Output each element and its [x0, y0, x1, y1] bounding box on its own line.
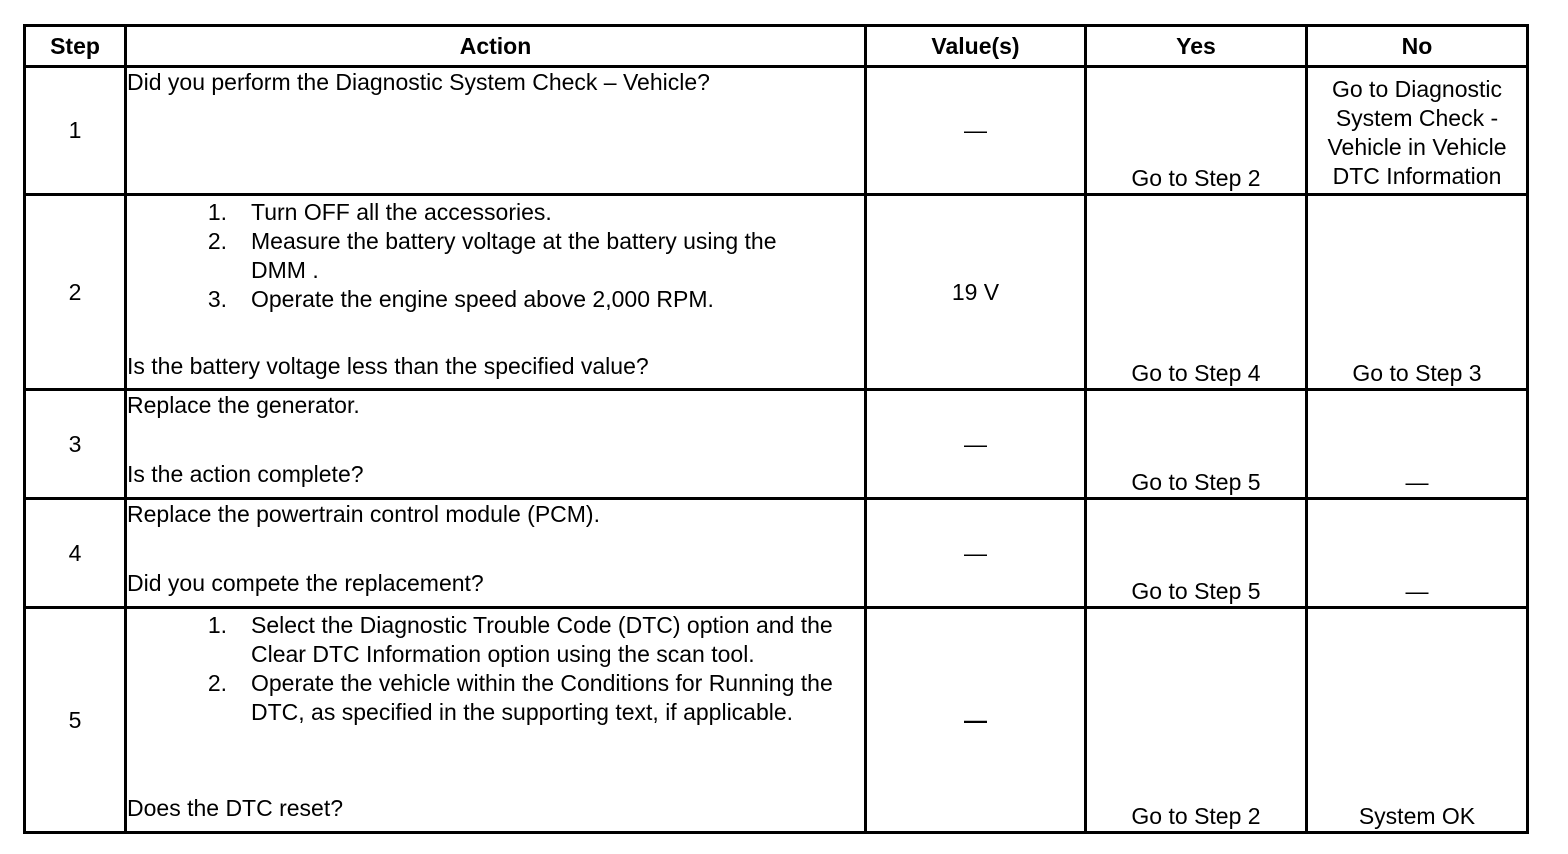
diagnostic-table [23, 24, 1529, 834]
value-cell: 19 V [866, 195, 1086, 390]
action-question: Is the action complete? [127, 461, 364, 487]
action-text: Replace the powertrain control module (PCM). [127, 501, 600, 527]
value-cell: — [866, 67, 1086, 195]
action-cell [126, 608, 866, 833]
list-item: 2. Operate the vehicle within the Conditions for Running the DTC, as specified in the supporting text, if applicable. [207, 670, 833, 725]
no-cell: Go to Step 3 [1307, 195, 1528, 390]
list-item: 1. Turn OFF all the accessories. [207, 199, 552, 225]
action-question: Did you compete the replacement? [127, 570, 484, 596]
action-cell [126, 390, 866, 499]
header-values: Value(s) [866, 26, 1086, 67]
step-number: 3 [25, 390, 126, 499]
step-number: 1 [25, 67, 126, 195]
no-cell: Go to Diagnostic System Check - Vehicle in Vehicle DTC Information [1307, 67, 1528, 195]
substep-list [127, 611, 864, 727]
action-question: Is the battery voltage less than the specified value? [127, 353, 649, 379]
step-number: 4 [25, 499, 126, 608]
yes-cell: Go to Step 2 [1086, 608, 1307, 833]
yes-cell: Go to Step 5 [1086, 390, 1307, 499]
list-item: 1. Select the Diagnostic Trouble Code (DTC) option and the Clear DTC Information option using the scan tool. [207, 612, 833, 667]
table-row [25, 195, 1528, 390]
header-action: Action [126, 26, 866, 67]
value-cell: — [866, 608, 1086, 833]
table-row [25, 390, 1528, 499]
step-number: 5 [25, 608, 126, 833]
header-row [25, 26, 1528, 67]
step-number: 2 [25, 195, 126, 390]
action-question: Does the DTC reset? [127, 795, 344, 821]
table-row [25, 499, 1528, 608]
header-no: No [1307, 26, 1528, 67]
value-cell: — [866, 390, 1086, 499]
list-item: 2. Measure the battery voltage at the battery using the DMM . [207, 228, 777, 283]
header-step: Step [25, 26, 126, 67]
action-cell [126, 195, 866, 390]
yes-cell: Go to Step 4 [1086, 195, 1307, 390]
yes-cell: Go to Step 2 [1086, 67, 1307, 195]
list-item: 3. Operate the engine speed above 2,000 RPM. [207, 286, 714, 312]
no-cell: — [1307, 390, 1528, 499]
action-text: Replace the generator. [127, 392, 360, 418]
value-cell: — [866, 499, 1086, 608]
table-row [25, 608, 1528, 833]
no-cell: — [1307, 499, 1528, 608]
action-cell [126, 499, 866, 608]
yes-cell: Go to Step 5 [1086, 499, 1307, 608]
action-cell [126, 67, 866, 195]
table-row [25, 67, 1528, 195]
action-text: Did you perform the Diagnostic System Check – Vehicle? [127, 69, 710, 95]
header-yes: Yes [1086, 26, 1307, 67]
no-cell: System OK [1307, 608, 1528, 833]
substep-list [127, 198, 864, 314]
